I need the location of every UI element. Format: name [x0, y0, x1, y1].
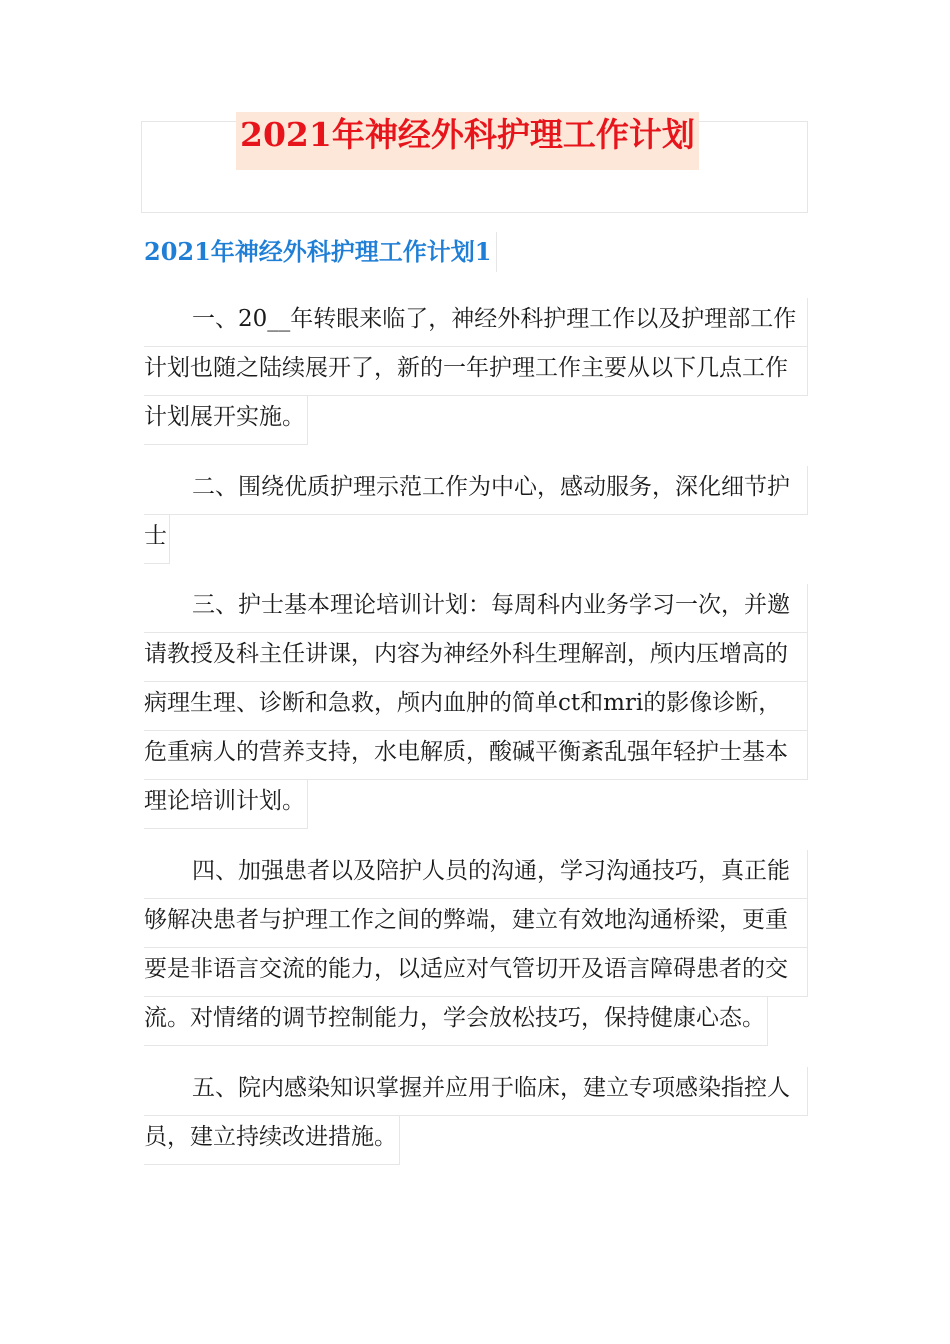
paragraph-line: 请教授及科主任讲课，内容为神经外科生理解剖，颅内压增高的 [144, 633, 808, 682]
paragraph-line: 员，建立持续改进措施。 [144, 1116, 400, 1165]
paragraph-line: 一、20__年转眼来临了，神经外科护理工作以及护理部工作 [144, 298, 808, 347]
paragraph-line: 四、加强患者以及陪护人员的沟通，学习沟通技巧，真正能 [144, 850, 808, 899]
paragraph-line: 流。对情绪的调节控制能力，学会放松技巧，保持健康心态。 [144, 997, 768, 1046]
paragraph-line: 计划也随之陆续展开了，新的一年护理工作主要从以下几点工作 [144, 347, 808, 396]
paragraph-line: 五、院内感染知识掌握并应用于临床，建立专项感染指控人 [144, 1067, 808, 1116]
paragraph-line: 要是非语言交流的能力，以适应对气管切开及语言障碍患者的交 [144, 948, 808, 997]
paragraph-line: 病理生理、诊断和急救，颅内血肿的简单ct和mri的影像诊断， [144, 682, 808, 731]
paragraph-line: 危重病人的营养支持，水电解质，酸碱平衡紊乱强年轻护士基本 [144, 731, 808, 780]
paragraph-1 [144, 298, 808, 445]
document-title: 2021年神经外科护理工作计划 [236, 112, 699, 170]
section-heading: 2021年神经外科护理工作计划1 [144, 232, 497, 272]
paragraph-line: 二、围绕优质护理示范工作为中心，感动服务，深化细节护 [144, 466, 808, 515]
paragraph-line: 理论培训计划。 [144, 780, 308, 829]
paragraph-line: 三、护士基本理论培训计划：每周科内业务学习一次，并邀 [144, 584, 808, 633]
paragraph-4 [144, 850, 808, 1046]
paragraph-5 [144, 1067, 808, 1165]
paragraph-line: 够解决患者与护理工作之间的弊端，建立有效地沟通桥梁，更重 [144, 899, 808, 948]
paragraph-3 [144, 584, 808, 829]
paragraph-line: 计划展开实施。 [144, 396, 308, 445]
paragraph-line: 士 [144, 515, 170, 564]
paragraph-2 [144, 466, 808, 564]
